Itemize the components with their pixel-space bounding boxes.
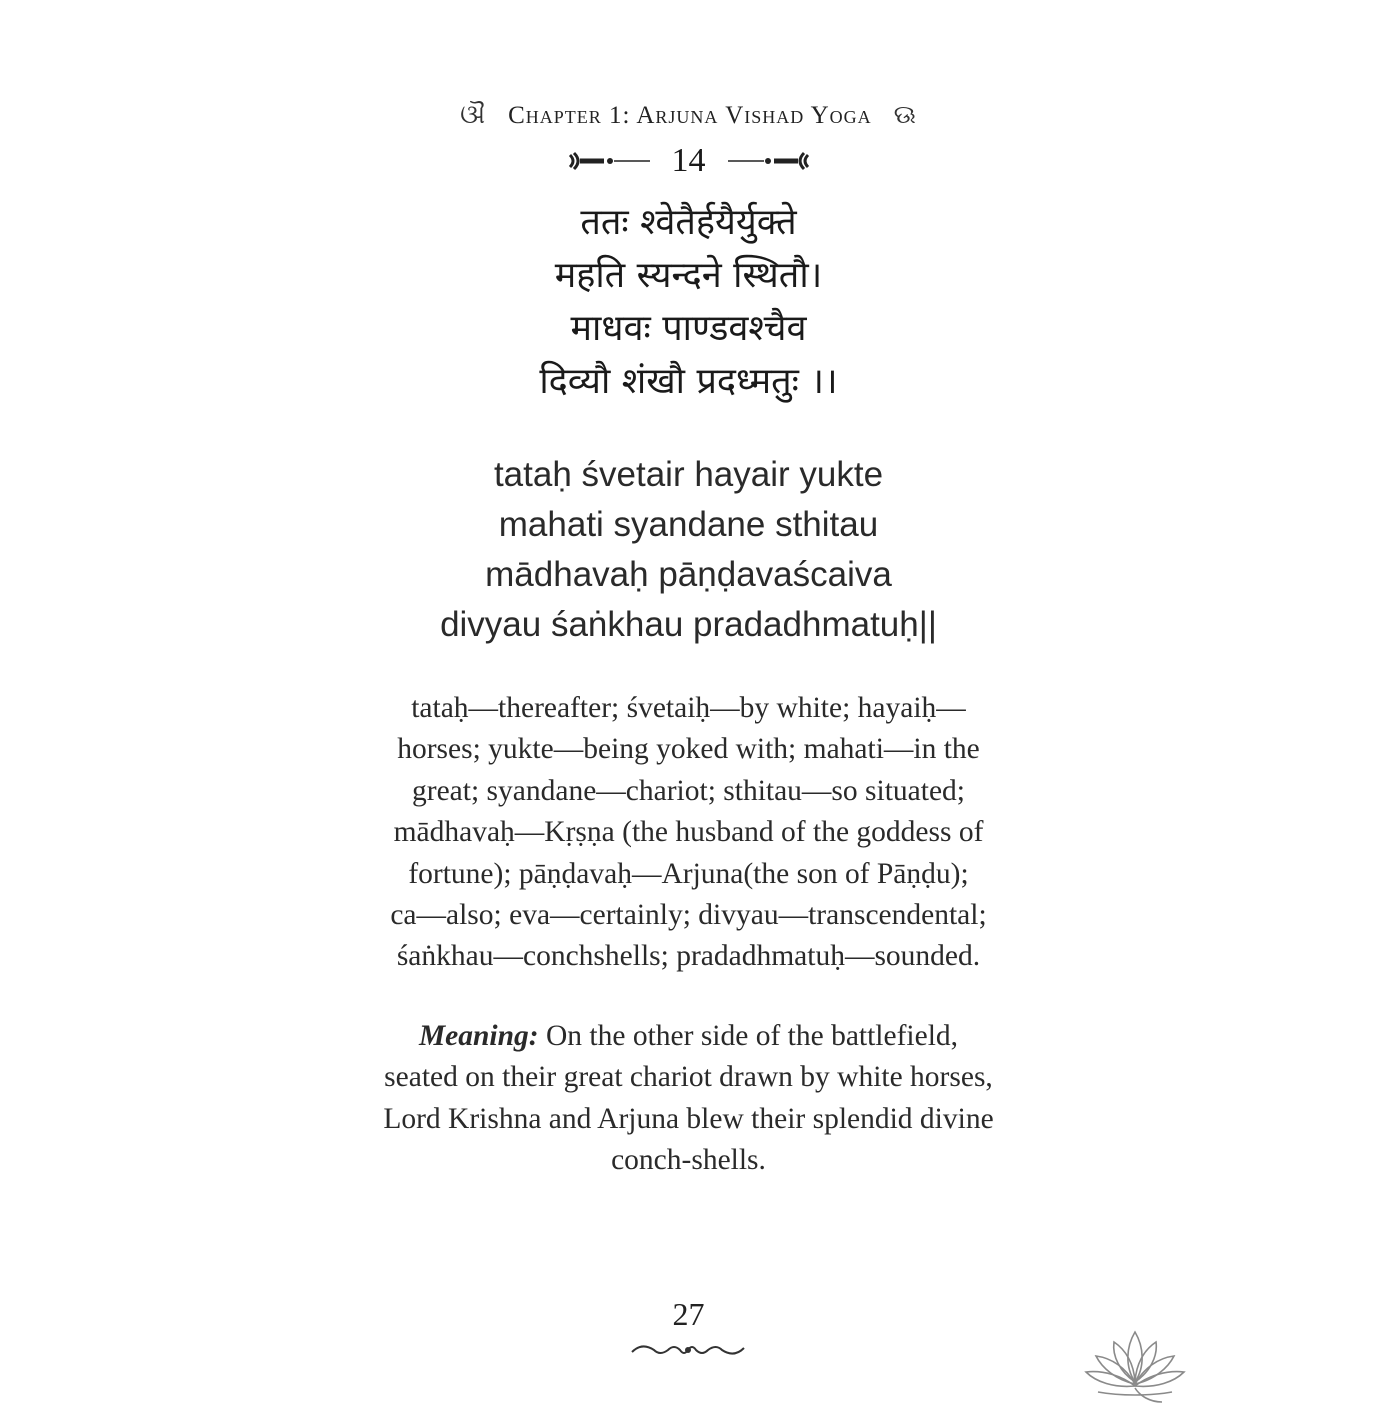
sanskrit-line: ततः श्वेतैर्हयैर्युक्ते [580, 202, 797, 243]
transliteration-line: mādhavaḥ pāṇḍavaścaiva [485, 555, 892, 594]
word-meaning-line: ca—also; eva—certainly; divyau—transcendental; [390, 899, 987, 932]
transliteration-line: mahati syandane sthitau [498, 505, 879, 544]
transliteration [0, 450, 1377, 650]
word-meaning-line: great; syandane—chariot; sthitau—so situated; [412, 774, 965, 807]
meaning-first-line [320, 1016, 1057, 1057]
word-meaning-line: mādhavaḥ—Kṛṣṇa (the husband of the goddess of [393, 816, 984, 849]
word-meaning-line: horses; yukte—being yoked with; mahati—in the [397, 733, 980, 766]
word-meaning-line: śaṅkhau—conchshells; pradadhmatuḥ—sounded. [396, 940, 981, 973]
scroll-flourish-icon [628, 1338, 748, 1364]
chapter-title: Chapter 1: Arjuna Vishad Yoga [508, 101, 872, 129]
flourish-left-icon [564, 147, 654, 175]
sanskrit-verse [0, 196, 1377, 408]
meaning-line: conch-shells. [611, 1144, 766, 1177]
flourish-right-icon [724, 147, 814, 175]
sanskrit-line: माधवः पाण्डवश्चैव [570, 308, 807, 349]
verse-number-row [0, 142, 1377, 180]
lotus-icon [1080, 1322, 1190, 1406]
meaning-line: On the other side of the battlefield, [538, 1020, 959, 1052]
meaning-label: Meaning: [418, 1020, 539, 1052]
transliteration-line: divyau śaṅkhau pradadhmatuḥ|| [440, 605, 937, 644]
verse-meaning [320, 1016, 1057, 1182]
word-meanings [330, 688, 1047, 978]
sanskrit-line: महति स्यन्दने स्थितौ। [554, 255, 823, 296]
meaning-line: Lord Krishna and Arjuna blew their splendid divine [383, 1102, 994, 1135]
transliteration-line: tataḥ śvetair hayair yukte [493, 455, 884, 494]
verse-number: 14 [671, 142, 706, 179]
header-ornament-right-icon: ଊ [893, 100, 917, 129]
page-number: 27 [672, 1296, 705, 1332]
running-header [0, 100, 1377, 131]
sanskrit-line: दिव्यौ शंखौ प्रदध्मतुः ।। [539, 361, 838, 402]
meaning-line: seated on their great chariot drawn by white horses, [384, 1061, 993, 1094]
word-meaning-line: fortune); pāṇḍavaḥ—Arjuna(the son of Pāṇḍu); [408, 857, 969, 890]
header-ornament-left-icon: ଔ [460, 100, 487, 129]
word-meaning-line: tataḥ—thereafter; śvetaiḥ—by white; hayaiḥ— [411, 692, 966, 724]
